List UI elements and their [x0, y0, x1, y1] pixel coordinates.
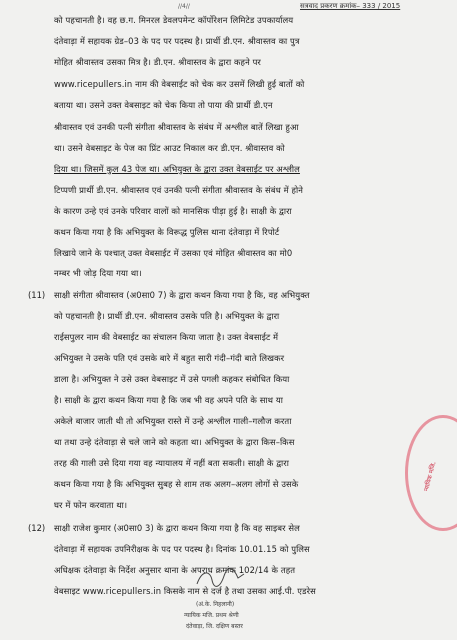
signature-name: (अं.के. निहलानी) — [196, 601, 235, 608]
text-line: साक्षी राजेश कुमार (अ0सा0 3) के द्वारा कथन किया गया है कि वह साइबर सेल — [54, 523, 300, 533]
text-line: www.ricepullers.in नाम की वेबसाईट को चेक कर उसमें लिखी हुई बातों को — [54, 79, 305, 89]
court-seal-stamp — [405, 415, 457, 531]
text-line: दिया था। जिसमें कुल 43 पेज था। अभियुक्त के द्वारा उक्त वेबसाईट पर अश्लील — [54, 164, 300, 174]
signature-scribble — [192, 566, 252, 592]
text-line: है। साक्षी के द्वारा कथन किया गया है कि जब भी वह अपने पति के साथ या — [54, 395, 283, 405]
text-line: कथन किया गया है कि अभियुक्त के विरूद्ध पुलिस थाना दंतेवाड़ा में रिपोर्ट — [54, 227, 280, 237]
text-line: अभियुक्त ने उसके पति एवं उसके बारे में बहुत सारी गंदी–गंदी बाते लिखकर — [54, 353, 285, 363]
text-line: श्रीवास्तव एवं उनकी पत्नी संगीता श्रीवास्तव के संबंध में अश्लील बातें लिखा हुआ — [54, 122, 299, 132]
text-line: दंतेवाड़ा में सहायक ग्रेड–03 के पद पर पदस्थ है। प्रार्थी डी.एन. श्रीवास्तव का पुत्र — [54, 36, 300, 46]
text-line: मोहित श्रीवास्तव उसका मित्र है। डी.एन. श्रीवास्तव के द्वारा कहने पर — [54, 57, 261, 67]
text-line: वेबसाइट www.ricepullers.in किसके नाम से दर्ज है तथा उसका आई.पी. एडरेस — [54, 586, 316, 596]
text-line: को पहचानती है। प्रार्थी डी.एन. श्रीवास्तव उसके पति है। अभियुक्त के द्वारा — [54, 311, 280, 321]
text-line: टिप्पणी प्रार्थी डी.एन. श्रीवास्तव एवं उनकी पत्नी संगीता श्रीवास्तव के संबंध में होने — [54, 185, 303, 195]
text-line: कथन किया गया है कि अभियुक्त सुबह से शाम तक अलग–अलग लोगों से उसके — [54, 479, 299, 489]
text-line: के कारण उन्हे एवं उनके परिवार वालों को मानसिक पीड़ा हुई है। साक्षी के द्वारा — [54, 206, 292, 216]
case-number-header: सत्रवाद प्रकरण क्रमांक– 333 / 2015 — [300, 2, 401, 10]
text-line: नम्बर भी जोड़ दिया गया था। — [54, 268, 142, 278]
text-line: बताया था। उसने उक्त वेबसाइट को चेक किया तो पाया की प्रार्थी डी.एन — [54, 100, 273, 110]
stamp-text: न्यायिक मजि. — [422, 460, 438, 493]
text-line: घर में फोन करवाता था। — [54, 500, 128, 510]
page-number: //4// — [178, 3, 190, 10]
text-line: था। उसने वेबसाइट के पेज का प्रिंट आउट निकाल कर डी.एन. श्रीवास्तव को — [54, 143, 285, 153]
text-line: को पहचानती है। वह छ.ग. मिनरल डेवलपमेन्ट कॉर्पोरेशन लिमिटेड उपकार्यालय — [54, 15, 294, 25]
text-line: लिखाये जाने के पश्चात् उक्त वेबसाईट में उसका एवं मोहित श्रीवास्तव का मो0 — [54, 248, 293, 258]
signature-designation: न्यायिक मजि. प्रथम श्रेणी — [184, 612, 239, 619]
signature-location: दंतेवाड़ा, जि. दक्षिण बस्तर — [186, 623, 243, 630]
paragraph-number: (11) — [28, 290, 46, 300]
text-line: था तथा उन्हे दंतेवाड़ा से चले जाने को कहता था। अभियुक्त के द्वारा किस–किस — [54, 437, 295, 447]
text-line: अकेले बाजार जाती थी तो अभियुक्त रास्ते में उन्हे अश्लील गाली–गलौज करता — [54, 416, 292, 426]
paragraph-number: (12) — [28, 523, 46, 533]
text-line: दंतेवाड़ा में सहायक उपनिरीक्षक के पद पर पदस्थ है। दिनांक 10.01.15 को पुलिस — [54, 544, 310, 554]
text-line: तरह की गाली उसे दिया गया वह न्यायालय में नहीं बता सकती। साक्षी के द्वारा — [54, 458, 289, 468]
text-line: डाला है। अभियुक्त ने उसे उक्त वेबसाइट में उसे पगली कहकर संबोधित किया — [54, 374, 290, 384]
text-line: साक्षी संगीता श्रीवास्तव (अ0सा0 7) के द्वारा कथन किया गया है कि, वह अभियुक्त — [54, 290, 310, 300]
text-line: राईसपुलर नाम की वेबसाईट का संचालन किया जाता है। उक्त वेबसाईट में — [54, 332, 279, 342]
text-line: अधिक्षक दंतेवाड़ा के निर्देश अनुसार थाना के अपराध क्रमांक 102/14 के तहत — [54, 565, 296, 575]
